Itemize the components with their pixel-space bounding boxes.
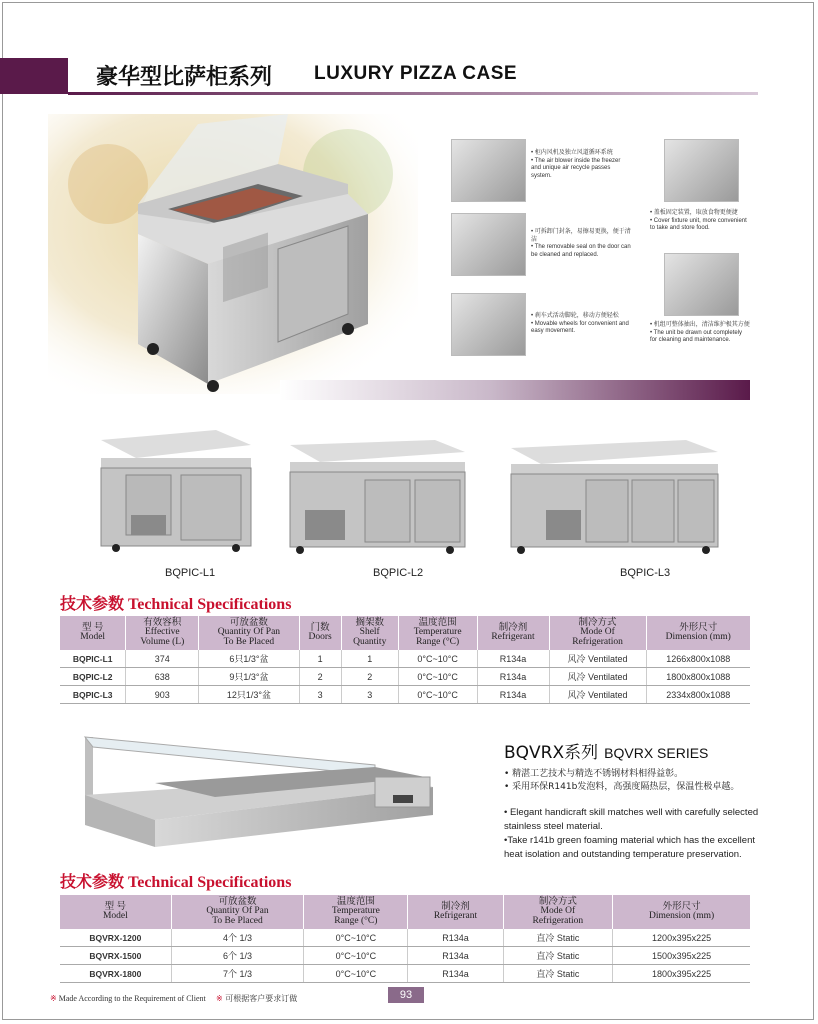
table-cell: 2: [341, 668, 398, 686]
decorative-gradient-bar: [280, 380, 750, 400]
column-header-text: Volume (L): [140, 636, 185, 647]
bqvrx-series-title: BQVRX系列 BQVRX SERIES: [504, 743, 709, 763]
model-image-bqpic-l1: [96, 430, 256, 555]
column-header-text: 外形尺寸: [662, 901, 701, 912]
column-header-text: 制冷剂: [498, 622, 528, 633]
column-header-text: 可放盆数: [229, 617, 268, 628]
column-header-text: 型 号: [104, 901, 127, 912]
column-header-text: Range (°C): [416, 636, 460, 647]
column-header-text: Quantity Of Pan: [206, 906, 269, 917]
table-cell: 1200x395x225: [613, 929, 750, 947]
table-cell: 4个 1/3: [171, 929, 304, 947]
model-label-l3: BQPIC-L3: [620, 567, 671, 579]
header-accent-block: [0, 58, 68, 94]
column-header-text: Mode Of: [540, 906, 576, 917]
spec-table-bqpic: [60, 616, 750, 704]
feature-image-air-blower: [451, 139, 526, 202]
table-row: [60, 650, 750, 668]
table-cell: R134a: [477, 650, 549, 668]
table-cell: 0°C~10°C: [398, 650, 477, 668]
column-header-text: Dimension (mm): [665, 632, 731, 642]
column-header-text: 可放盆数: [218, 896, 257, 907]
table-row: [60, 947, 750, 965]
table-cell: 0°C~10°C: [398, 686, 477, 704]
column-header: [503, 895, 613, 929]
page-number: 93: [388, 987, 424, 1003]
column-header: [477, 616, 549, 650]
footer-note-cn: ※ 可根据客户要求订做: [216, 994, 298, 1003]
column-header-text: 温度范围: [418, 617, 457, 628]
table-cell: 3: [299, 686, 341, 704]
model-label-l1: BQPIC-L1: [165, 567, 216, 579]
table-cell: 1: [341, 650, 398, 668]
hero-pizza-case-image: [48, 114, 418, 394]
column-header-text: Dimension (mm): [648, 911, 715, 921]
table-cell: 直冷 Static: [503, 929, 613, 947]
table-cell: BQVRX-1200: [60, 929, 171, 947]
table-cell: 0°C~10°C: [304, 947, 408, 965]
table-cell: 638: [126, 668, 199, 686]
column-header-text: Refrigeration: [572, 636, 623, 647]
column-header-text: Temperature: [413, 627, 462, 638]
table-cell: 1800x800x1088: [646, 668, 750, 686]
model-image-bqpic-l2: [285, 440, 470, 555]
table-cell: 1800x395x225: [613, 965, 750, 983]
table-cell: 7个 1/3: [171, 965, 304, 983]
table-cell: BQVRX-1500: [60, 947, 171, 965]
feature-image-unit-drawn: [664, 253, 739, 316]
column-header-text: Refrigerant: [433, 911, 478, 921]
spec-heading-1: 技术参数 Technical Specifications: [60, 594, 292, 613]
table-cell: BQVRX-1800: [60, 965, 171, 983]
feature-text-4: • 盖板固定装置，取放食物更便捷 • Cover fixture unit, more convenient to take and store food.: [650, 210, 747, 231]
bqvrx-bullets-en: • Elegant handicraft skill matches well with carefully selected stainless steel material. •Take r141b green foaming material which has the excellent heat isolation and outstanding temperature preservation.: [504, 807, 759, 860]
table-cell: 12只1/3°盆: [199, 686, 299, 704]
spec-heading-2: 技术参数 Technical Specifications: [60, 872, 292, 891]
header-underline: [68, 92, 758, 95]
table-cell: 0°C~10°C: [304, 965, 408, 983]
column-header: [171, 895, 304, 929]
table-cell: BQPIC-L3: [60, 686, 126, 704]
table-cell: R134a: [408, 947, 503, 965]
table-cell: 直冷 Static: [503, 965, 613, 983]
column-header: [199, 616, 299, 650]
table-cell: R134a: [408, 965, 503, 983]
column-header: [408, 895, 503, 929]
table-row: [60, 929, 750, 947]
bqvrx-bullets-cn: • 精湛工艺技术与精选不锈钢材料相得益彰。 • 采用环保R141b发泡料，高强度隔热层，保温性极卓越。: [504, 769, 740, 792]
feature-image-door-seal: [451, 213, 526, 276]
bqvrx-product-image: [75, 735, 435, 850]
column-header: [60, 895, 171, 929]
column-header-text: Quantity: [353, 636, 387, 647]
column-header-text: Refrigeration: [532, 915, 584, 926]
column-header: [299, 616, 341, 650]
table-cell: 风冷 Ventilated: [549, 686, 646, 704]
model-label-l2: BQPIC-L2: [373, 567, 424, 579]
feature-text-5: • 机组可整体抽出，清洁维护极其方便 • The unit be drawn out completely for cleaning and maintenance.: [650, 322, 750, 343]
column-header-text: Shelf: [359, 627, 380, 638]
page-title-en: LUXURY PIZZA CASE: [314, 63, 518, 84]
column-header: [60, 616, 126, 650]
table-cell: 374: [126, 650, 199, 668]
column-header-text: Range (°C): [334, 915, 378, 926]
table-cell: BQPIC-L2: [60, 668, 126, 686]
column-header-text: 温度范围: [336, 896, 375, 907]
page-title-cn: 豪华型比萨柜系列: [96, 65, 273, 90]
table-row: [60, 668, 750, 686]
feature-text-1: • 柜内风机及独立风道循环系统 • The air blower inside the freezer and unique air recycle passes system.: [531, 150, 621, 179]
column-header-text: 搁架数: [355, 617, 384, 628]
column-header-text: Doors: [308, 632, 332, 642]
column-header: [341, 616, 398, 650]
feature-text-2: • 可拆卸门封条，易擦易更换，便于清洁 • The removable seal on the door can be cleaned and replaced.: [531, 229, 631, 258]
column-header-text: To Be Placed: [212, 915, 263, 926]
column-header-text: Model: [102, 911, 128, 921]
column-header-text: Effective: [144, 627, 180, 638]
column-header-text: Temperature: [331, 906, 380, 917]
table-cell: 0°C~10°C: [398, 668, 477, 686]
column-header-text: 型 号: [81, 622, 104, 633]
column-header-text: 制冷方式: [578, 617, 617, 628]
table-cell: R134a: [477, 668, 549, 686]
column-header: [126, 616, 199, 650]
column-header-text: Refrigerant: [491, 632, 535, 642]
model-image-bqpic-l3: [506, 440, 721, 555]
feature-image-wheels: [451, 293, 526, 356]
table-cell: 1266x800x1088: [646, 650, 750, 668]
table-cell: 903: [126, 686, 199, 704]
table-cell: R134a: [477, 686, 549, 704]
column-header-text: 有效容积: [143, 617, 182, 628]
table-cell: 3: [341, 686, 398, 704]
table-cell: 风冷 Ventilated: [549, 668, 646, 686]
column-header-text: 制冷剂: [441, 901, 470, 912]
column-header: [398, 616, 477, 650]
column-header: [304, 895, 408, 929]
table-cell: R134a: [408, 929, 503, 947]
column-header: [646, 616, 750, 650]
column-header-text: To Be Placed: [223, 636, 275, 647]
column-header-text: 外形尺寸: [679, 622, 718, 633]
column-header-text: Mode Of: [580, 627, 615, 638]
footer-note-en: ※ Made According to the Requirement of Client: [50, 994, 206, 1003]
table-cell: 6个 1/3: [171, 947, 304, 965]
table-cell: 风冷 Ventilated: [549, 650, 646, 668]
column-header: [549, 616, 646, 650]
table-cell: 6只1/3°盆: [199, 650, 299, 668]
column-header-text: 门数: [310, 622, 330, 633]
column-header: [613, 895, 750, 929]
table-cell: 1: [299, 650, 341, 668]
table-cell: 1500x395x225: [613, 947, 750, 965]
column-header-text: Quantity Of Pan: [217, 627, 281, 638]
column-header-text: 制冷方式: [538, 896, 577, 907]
table-cell: 2: [299, 668, 341, 686]
feature-image-cover-fixture: [664, 139, 739, 202]
table-row: [60, 965, 750, 983]
table-cell: 0°C~10°C: [304, 929, 408, 947]
feature-text-3: • 刹车式活动脚轮，移动方便轻松 • Movable wheels for convenient and easy movement.: [531, 313, 629, 334]
table-row: [60, 686, 750, 704]
column-header-text: Model: [80, 632, 106, 642]
table-cell: 直冷 Static: [503, 947, 613, 965]
table-cell: BQPIC-L1: [60, 650, 126, 668]
spec-table-bqvrx: [60, 895, 750, 983]
table-cell: 9只1/3°盆: [199, 668, 299, 686]
table-cell: 2334x800x1088: [646, 686, 750, 704]
